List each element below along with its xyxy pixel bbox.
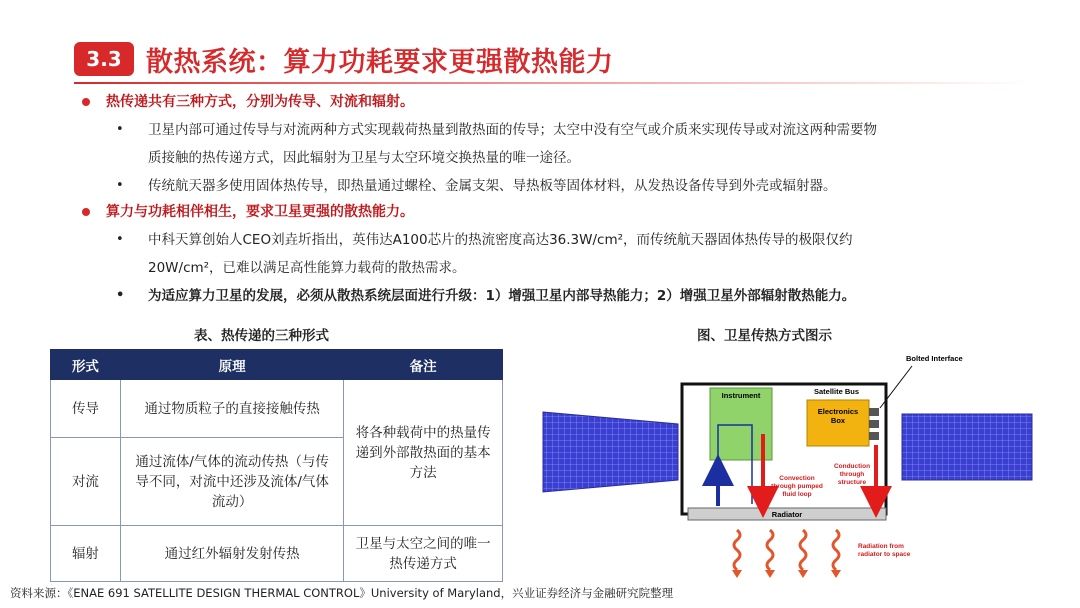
table-cell-note: 将各种载荷中的热量传递到外部散热面的基本方法 — [344, 380, 503, 526]
column-header: 备注 — [344, 350, 503, 380]
satellite-bus-label: Satellite Bus — [814, 387, 860, 396]
conduction-label: through — [839, 471, 865, 478]
section-header — [74, 38, 614, 80]
bolted-interface-label: Bolted Interface — [906, 354, 963, 363]
sub-point-line: 传统航天器多使用固体热传导，即热量通过螺栓、金属支架、导热板等固体材料，从发热设备传导到外壳或辐射器。 — [148, 178, 837, 194]
radiation-arrowheads — [732, 570, 841, 578]
conduction-label: structure — [837, 479, 867, 486]
table-row — [51, 526, 503, 582]
bullet-icon: • — [116, 178, 124, 193]
satellite-heat-transfer-figure — [540, 350, 1040, 590]
point-heading-text: 算力与功耗相伴相生，要求卫星更强的散热能力。 — [106, 204, 414, 220]
section-number-badge: 3.3 — [74, 42, 134, 76]
bullet-icon: • — [116, 232, 124, 247]
source-footnote: 资料来源：《ENAE 691 SATELLITE DESIGN THERMAL CONTROL》University of Maryland，兴业证券经济与金融研究院整理 — [10, 586, 674, 600]
conduction-label: Conduction — [833, 463, 871, 470]
point-heading-text: 热传递共有三种方式，分别为传导、对流和辐射。 — [106, 94, 414, 110]
bullet-icon: • — [116, 122, 124, 137]
table-cell-note: 卫星与太空之间的唯一热传递方式 — [344, 526, 503, 582]
radiator-label: Radiator — [771, 510, 803, 519]
page-title: 散热系统：算力功耗要求更强散热能力 — [146, 46, 614, 78]
sub-point-line: 质接触的热传递方式，因此辐射为卫星与太空环境交换热量的唯一途径。 — [148, 150, 580, 166]
bolt-icon — [869, 432, 879, 440]
sub-point — [78, 116, 1038, 172]
convection-label: through pumped — [771, 483, 823, 490]
heat-transfer-table — [50, 349, 503, 582]
instrument-label: Instrument — [721, 391, 761, 400]
bullet-content — [78, 90, 1038, 310]
sub-point-line: 为适应算力卫星的发展，必须从散热系统层面进行升级：1）增强卫星内部导热能力；2）增强卫星外部辐射散热能力。 — [148, 288, 856, 304]
electronics-label: Electronics — [817, 407, 859, 416]
red-bullet-icon — [82, 208, 90, 216]
sub-point — [78, 282, 1038, 310]
point-heading-2 — [78, 200, 1038, 224]
radiation-label: Radiation from — [858, 543, 904, 550]
table-cell-form: 传导 — [51, 380, 121, 438]
electronics-label: Box — [830, 416, 846, 425]
bullet-icon: • — [116, 288, 125, 303]
figure-caption: 图、卫星传热方式图示 — [697, 328, 832, 344]
convection-label: Convection — [779, 475, 815, 482]
bolt-icon — [869, 420, 879, 428]
table-cell-form: 对流 — [51, 438, 121, 526]
table-caption: 表、热传递的三种形式 — [194, 328, 329, 344]
table-cell-principle: 通过物质粒子的直接接触传热 — [120, 380, 343, 438]
column-header: 形式 — [51, 350, 121, 380]
radiation-label: radiator to space — [858, 551, 911, 558]
radiation-waves — [734, 530, 839, 570]
sub-point — [78, 172, 1038, 200]
convection-label: fluid loop — [782, 491, 812, 498]
table-cell-principle: 通过流体/气体的流动传热（与传导不同，对流中还涉及流体/气体流动） — [120, 438, 343, 526]
header-divider — [74, 82, 1034, 84]
table-cell-principle: 通过红外辐射发射传热 — [120, 526, 343, 582]
sub-point-line: 20W/cm²，已难以满足高性能算力载荷的散热需求。 — [148, 260, 466, 276]
satellite-diagram — [540, 350, 1040, 590]
right-solar-panel — [902, 414, 1032, 480]
column-header: 原理 — [120, 350, 343, 380]
table-row — [51, 380, 503, 438]
bolt-icon — [869, 408, 879, 416]
sub-point-line: 中科天算创始人CEO刘垚圻指出，英伟达A100芯片的热流密度高达36.3W/cm²，而传统航天器固体热传导的极限仅约 — [148, 232, 853, 248]
red-bullet-icon — [82, 98, 90, 106]
point-heading-1 — [78, 90, 1038, 114]
table-header-row — [51, 350, 503, 380]
table-cell-form: 辐射 — [51, 526, 121, 582]
sub-point — [78, 226, 1038, 282]
sub-point-line: 卫星内部可通过传导与对流两种方式实现载荷热量到散热面的传导；太空中没有空气或介质来实现传导或对流这两种需要物 — [148, 122, 877, 138]
left-solar-panel — [543, 412, 678, 492]
